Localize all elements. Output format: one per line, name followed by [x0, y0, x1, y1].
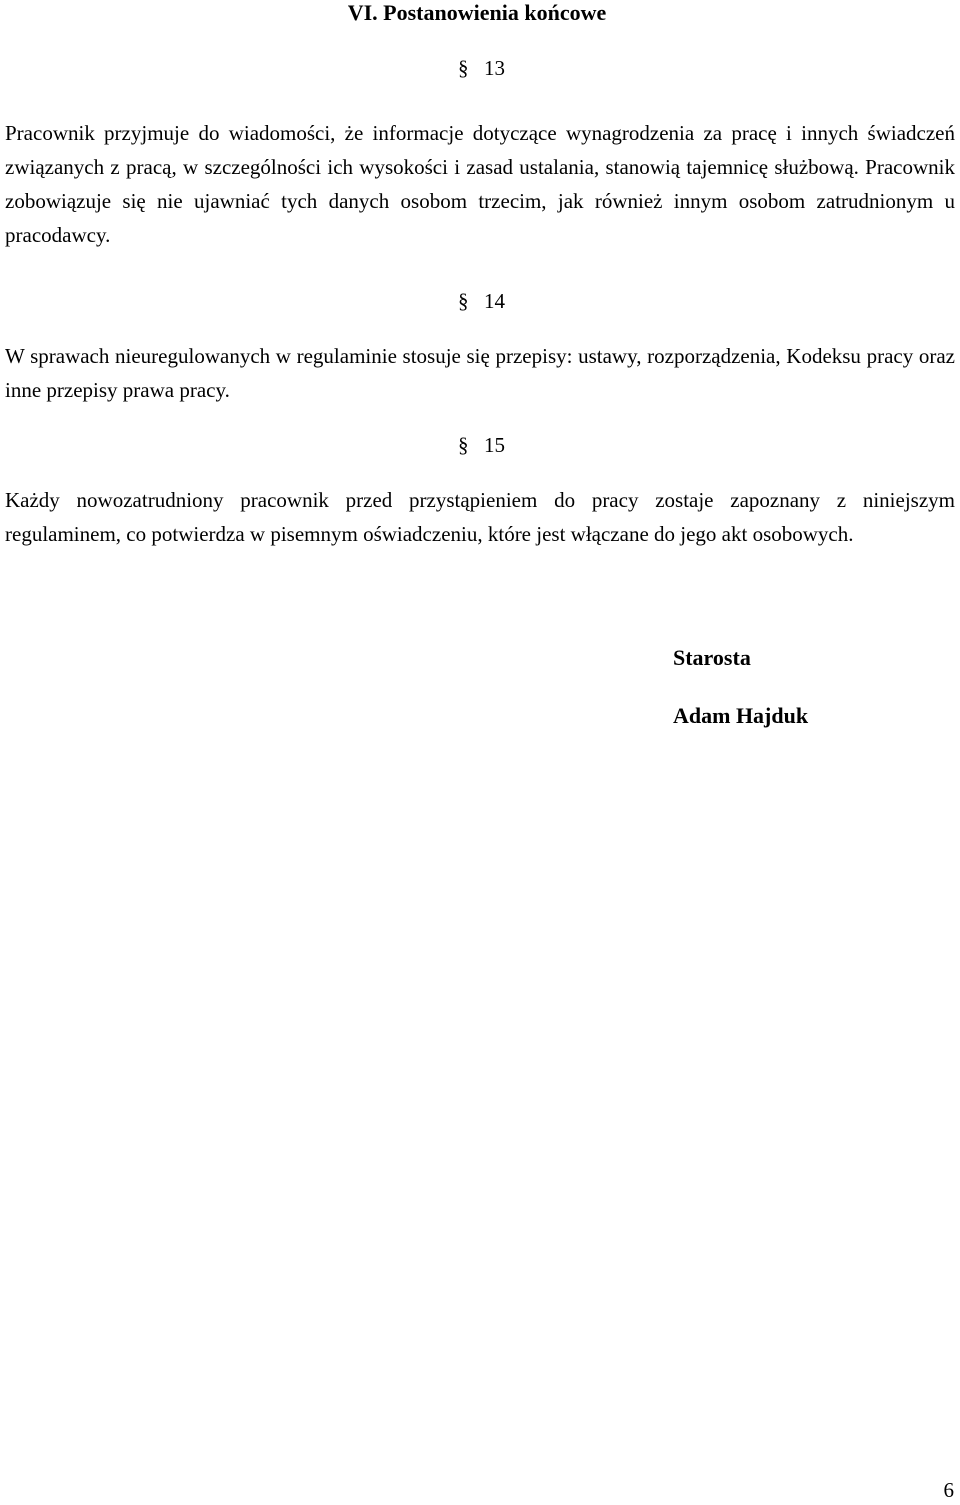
section-15-mark: [458, 431, 505, 459]
chapter-heading: [0, 0, 960, 30]
section-number: 15: [484, 433, 505, 457]
section-13-mark: [458, 54, 505, 82]
signature-name: Adam Hajduk: [673, 703, 809, 728]
section-number: 14: [484, 289, 505, 313]
section-14-text: W sprawach nieuregulowanych w regulaminie stosuje się przepisy: ustawy, rozporządzenia, Kodeksu pracy oraz inne przepisy prawa pracy.: [5, 344, 955, 402]
section-symbol: §: [458, 433, 469, 457]
section-15-text: Każdy nowozatrudniony pracownik przed przystąpieniem do pracy zostaje zapoznany z niniejszym regulaminem, co potwierdza w pisemnym oświadczeniu, które jest włączane do jego akt osobowych.: [5, 488, 955, 546]
section-13-text: Pracownik przyjmuje do wiadomości, że informacje dotyczące wynagrodzenia za pracę i innych świadczeń związanych z pracą, w szczególności ich wysokości i zasad ustalania, stanowią tajemnicę służbową. Pracownik zobowiązuje się nie ujawniać tych danych osobom trzecim, jak również innym osobom zatrudnionym u pracodawcy.: [5, 121, 955, 247]
chapter-heading-text: VI. Postanowienia końcowe: [347, 0, 607, 25]
section-symbol: §: [458, 56, 469, 80]
section-symbol: §: [458, 289, 469, 313]
signature-title: Starosta: [673, 645, 751, 670]
section-14-mark: [458, 287, 505, 315]
page-number: 6: [943, 1478, 954, 1502]
section-number: 13: [484, 56, 505, 80]
